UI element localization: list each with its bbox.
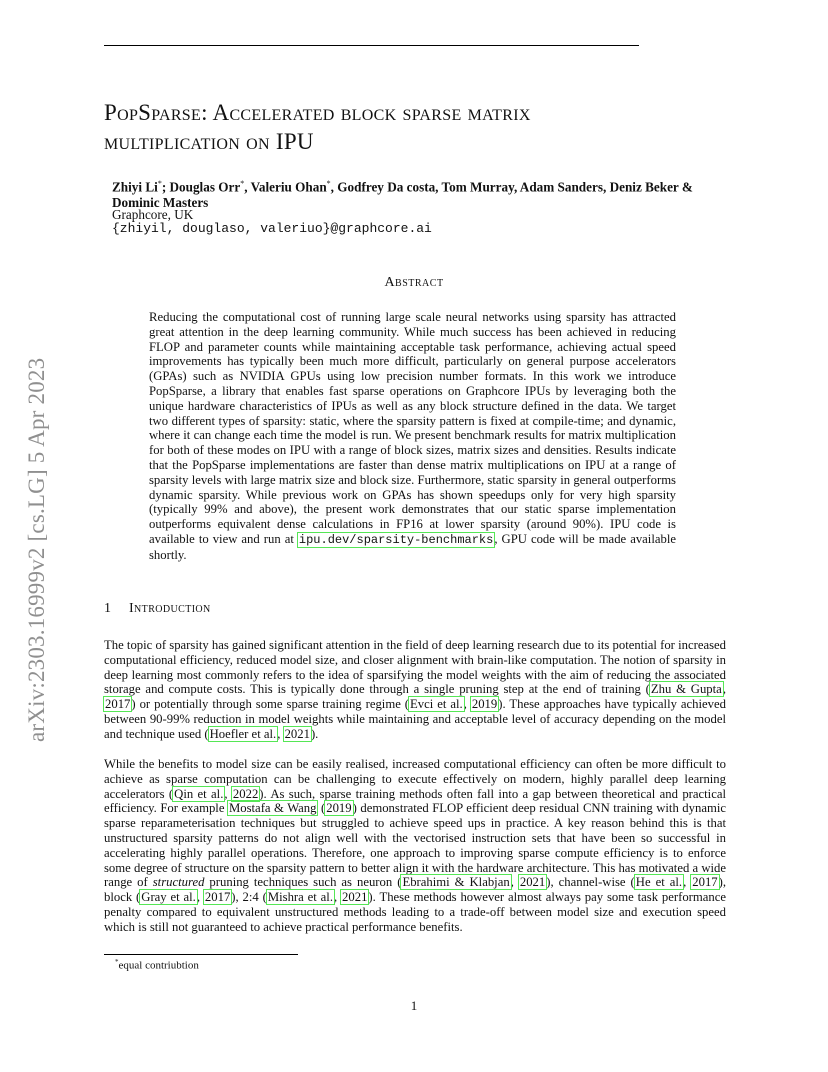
paragraph-text: ), channel-wise (: [546, 875, 635, 890]
author-2: Douglas Orr: [169, 179, 241, 195]
affiliation: Graphcore, UK: [112, 207, 194, 222]
benchmark-link[interactable]: ipu.dev/sparsity-benchmarks: [298, 532, 494, 547]
paragraph-text: While the benefits to model size can be easily realised, increased computational efficiency can often be more difficult to achieve as sparse computation can be challenging to execute effectively on modern, highly parallel deep learning accelerators (: [104, 757, 726, 801]
section-heading: [104, 601, 211, 617]
section-title: Introduction: [129, 601, 211, 616]
title-line-2: multiplication on IPU: [104, 129, 314, 154]
footnote-mark: *: [115, 958, 119, 966]
authors-rest-line-2: Dominic Masters: [112, 195, 209, 211]
paragraph-text: The topic of sparsity has gained significant attention in the field of deep learning research due to its potential for increased computational efficiency, reduced model size, and closer alignment with brain-like computation. The notion of sparsity in deep learning most commonly refers to the idea of sparsifying the model weights with the aim of reducing the associated storage and compute costs. This is typically done through a single pruning step at the end of training (: [104, 638, 726, 697]
equal-contribution-mark: *: [326, 179, 331, 188]
paragraph-text: ) or potentially through some sparse training regime (: [131, 697, 410, 712]
citation-year-link[interactable]: 2022: [232, 786, 259, 801]
citation-year-link[interactable]: 2017: [105, 697, 131, 712]
footnote-rule: [104, 954, 298, 955]
citation-year-link[interactable]: 2019: [471, 697, 498, 712]
citation-link[interactable]: Mostafa & Wang: [228, 801, 317, 816]
citation-year-link[interactable]: 2017: [204, 890, 231, 905]
citation-link[interactable]: Qin et al.: [174, 786, 224, 801]
citation-year-link[interactable]: 2017: [692, 875, 718, 890]
author-emails: {zhiyil, douglaso, valeriuo}@graphcore.ai: [112, 221, 432, 236]
citation-link[interactable]: Gray et al.: [141, 890, 196, 905]
citation-year-link[interactable]: 2021: [284, 726, 310, 741]
abstract-heading: Abstract: [384, 275, 444, 290]
citation-year-link[interactable]: 2019: [326, 801, 352, 816]
paragraph-text: ), block (: [104, 875, 727, 905]
paragraph-text: ), 2:4 (: [231, 890, 267, 905]
citation-link[interactable]: Evci et al.: [410, 697, 463, 712]
paragraph-text: ). These methods however almost always pay some task performance penalty compared to equivalent unstructured methods leading to a trade-off between model size and execution speed which is still not guaranteed to achieve practical performance benefits.: [104, 890, 727, 934]
paper-title: [104, 98, 724, 156]
paragraph-text: ). As such, sparse training methods often fall into a gap between theoretical and practical efficiency. For example: [104, 786, 726, 816]
paragraph-text: demonstrated FLOP efficient deep residual CNN training with dynamic sparse reparameterisation techniques but struggled to achieve speed ups in practice. A key reason behind this is that unstructured sparsity patterns do not align well with the vectorised instruction sets that have been so successful in accelerating highly parallel operations. Therefore, one approach to improving sparse compute efficiency is to enforce some degree of structure on the sparsity pattern to better align it with the hardware architecture. This has motivated a wide range of: [104, 801, 726, 890]
arxiv-identifier-text: arXiv:2303.16999v2 [cs.LG] 5 Apr 2023: [24, 357, 49, 742]
intro-paragraph-1: The topic of sparsity has gained significant attention in the field of deep learning research due to its potential for increased computational efficiency, reduced model size, and closer alignment with brain-like computation. The notion of sparsity in deep learning most commonly refers to the idea of sparsifying the model weights with the aim of reducing the associated storage and compute costs. This is typically done through a single pruning step at the end of training (Zhu & Gupta, 2017) or potentially through some sparse training regime (Evci et al., 2019). These approaches have typically achieved between 90-99% reduction in model weights while maintaining and acceptable level of accuracy depending on the model and technique used (Hoefler et al., 2021).: [104, 638, 726, 741]
intro-paragraph-2: While the benefits to model size can be easily realised, increased computational efficiency can often be more difficult to achieve as sparse computation can be challenging to execute effectively on modern, highly parallel deep learning accelerators (Qin et al., 2022). As such, sparse training methods often fall into a gap between theoretical and practical efficiency. For example Mostafa & Wang (2019) demonstrated FLOP efficient deep residual CNN training with dynamic sparse reparameterisation techniques but struggled to achieve speed ups in practice. A key reason behind this is that unstructured sparsity patterns do not align well with the vectorised instruction sets that have been so successful in accelerating highly parallel operations. Therefore, one approach to improving sparse compute efficiency is to enforce some degree of structure on the sparsity pattern to better align it with the hardware architecture. This has motivated a wide range of structured pruning techniques such as neuron (Ebrahimi & Klabjan, 2021), channel-wise (He et al., 2017), block (Gray et al., 2017), 2:4 (Mishra et al., 2021). These methods however almost always pay some task performance penalty compared to equivalent unstructured methods leading to a trade-off between model size and execution speed which is still not guaranteed to achieve practical performance benefits.: [104, 757, 727, 934]
abstract-text-end: , GPU code will be made available shortly.: [149, 531, 676, 562]
citation-link[interactable]: Hoefler et al.: [209, 726, 277, 741]
paragraph-text: pruning techniques such as neuron (: [204, 875, 402, 890]
author-list: Zhiyi Li*; Douglas Orr*, Valeriu Ohan*, Godfrey Da costa, Tom Murray, Adam Sanders, Deniz Beker & Dominic Masters: [112, 179, 693, 211]
citation-year-link[interactable]: 2021: [519, 875, 546, 890]
paragraph-text: ).: [310, 726, 319, 741]
paragraph-text: ). These approaches have typically achieved between 90-99% reduction in model weights while maintaining and acceptable level of accuracy depending on the model and technique used (: [104, 697, 726, 741]
top-rule: [104, 45, 639, 46]
emphasis-structured: structured: [152, 875, 205, 890]
abstract-text: Reducing the computational cost of running large scale neural networks using sparsity has attracted great attention in the deep learning community. While much success has been achieved in reducing FLOP and parameter counts while maintaining acceptable task performance, achieving actual speed improvements has typically been much more difficult, particularly on general purpose accelerators (GPAs) such as NVIDIA GPUs using low precision number formats. In this work we introduce PopSparse, a library that enables fast sparse operations on Graphcore IPUs by leveraging both the unique hardware characteristics of IPUs as well as any block structure defined in the data. We target two different types of sparsity: static, where the sparsity pattern is fixed at compile-time; and dynamic, where it can change each time the model is run. We present benchmark results for matrix multiplication for both of these modes on IPU with a range of block sizes, matrix sizes and densities. Results indicate that the PopSparse implementations are faster than dense matrix multiplications on IPU at a range of sparsity levels with large matrix size and block size. Furthermore, static sparsity in general outperforms dynamic sparsity. While previous work on GPAs has shown speedups only for very high sparsity (typically 99% and above), the present work demonstrates that our static sparse implementation outperforms equivalent dense calculations in FP16 at lower sparsity (around 90%). IPU code is available to view and run at: [149, 310, 676, 546]
arxiv-identifier: [20, 292, 48, 742]
author-3: Valeriu Ohan: [250, 179, 327, 195]
page-number: 1: [410, 998, 418, 1013]
footnote-text: equal contriubtion: [118, 959, 199, 972]
citation-year-link[interactable]: 2021: [342, 890, 368, 905]
authors-rest-line-1: Godfrey Da costa, Tom Murray, Adam Sanders, Deniz Beker &: [337, 179, 693, 195]
footnote: [115, 958, 199, 972]
abstract-body: [149, 310, 676, 563]
title-line-1: PopSparse: Accelerated block sparse matrix: [104, 100, 531, 125]
citation-link[interactable]: Ebrahimi & Klabjan: [402, 875, 510, 890]
section-number: 1: [104, 601, 111, 616]
citation-link[interactable]: He et al.: [635, 875, 683, 890]
equal-contribution-mark: *: [240, 179, 245, 188]
author-1: Zhiyi Li: [112, 179, 158, 195]
citation-link[interactable]: Mishra et al.: [267, 890, 333, 905]
citation-link[interactable]: Zhu & Gupta: [650, 682, 722, 697]
equal-contribution-mark: *: [157, 179, 162, 188]
